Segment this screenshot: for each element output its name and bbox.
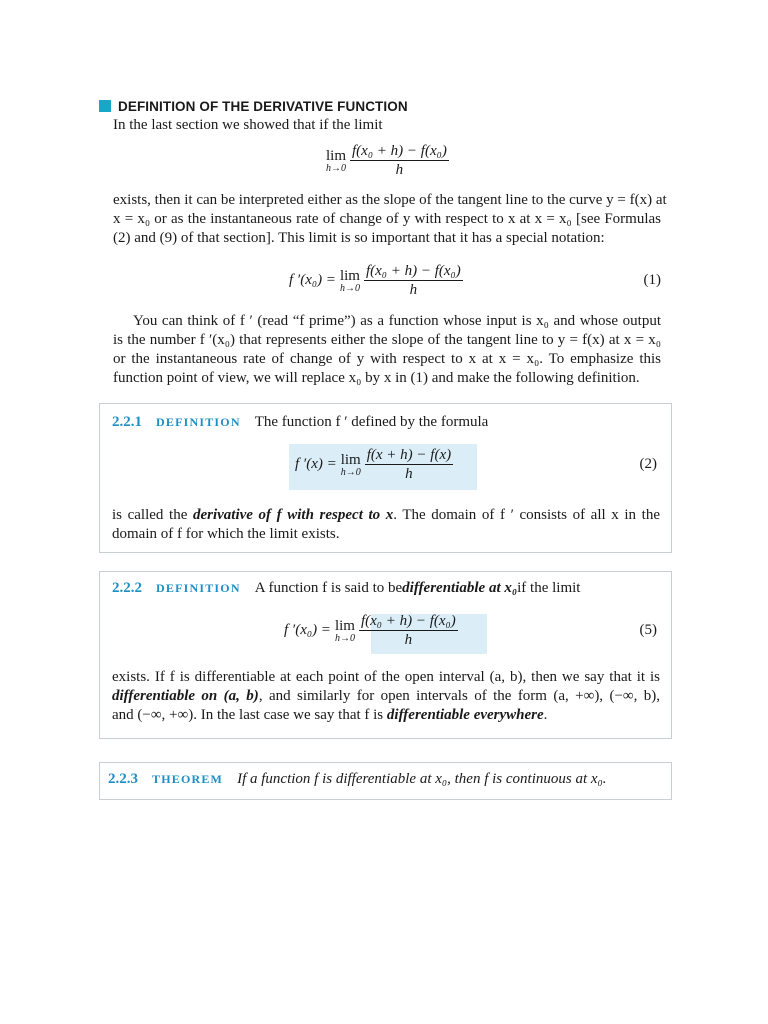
definition-header <box>112 414 488 431</box>
equation-number: (5) <box>639 622 657 638</box>
difference-quotient: $\frac{\text{f(x₀ + h) − f(x₀)}}{h}$ <box>352 143 447 178</box>
section-title: DEFINITION OF THE DERIVATIVE FUNCTION <box>118 98 408 114</box>
definition-number: 2.2.1 <box>112 414 142 430</box>
theorem-box-2-2-3 <box>99 762 672 800</box>
intro-line: In the last section we showed that if the limit <box>113 117 383 133</box>
section-heading <box>99 97 408 115</box>
definition-body: exists. If f is differentiable at each point of the open interval (a, b), then we say that it is differentiable on (a, b), and similarly for open intervals of the form (a, +∞), (−∞, b), and (−∞, +∞). In the last case we say that f is differentiable everywhere. <box>112 669 660 723</box>
definition-kind: DEFINITION <box>156 581 241 595</box>
paragraph-1: exists, then it can be interpreted either as the slope of the tangent line to the curve y = f(x) at x = x₀ or as the instantaneous rate of change of y with respect to x at x = x₀ [see Formulas (2) and (9) of that section]. This limit is so important that it has a special notation: <box>113 192 667 246</box>
theorem-kind: THEOREM <box>152 772 224 786</box>
defined-term: differentiable at x₀ <box>402 580 518 596</box>
limit-operator: lim h→0 <box>340 451 361 478</box>
definition-lead: The function f ′ defined by the formula <box>254 414 489 430</box>
formula-limit-quotient <box>322 142 449 179</box>
difference-quotient: $\frac{f(x + h) - f(x)}{h}$ <box>366 447 452 482</box>
definition-number: 2.2.2 <box>112 580 142 596</box>
limit-operator: lim h→0 <box>326 147 347 174</box>
section-marker-square <box>99 100 111 112</box>
defined-term: differentiable everywhere <box>386 707 544 723</box>
formula-5: f ′(x₀) = lim h→0 $\frac{\text{f(x₀ + h) − f(x₀)}}{h}$ (5) <box>284 613 657 648</box>
equation-number: (1) <box>643 272 661 288</box>
definition-box-2-2-1 <box>99 403 672 553</box>
difference-quotient: $\frac{\text{f(x₀ + h) − f(x₀)}}{h}$ <box>360 613 456 648</box>
definition-kind: DEFINITION <box>156 415 241 429</box>
defined-term: differentiable on (a, b) <box>112 688 259 704</box>
formula-2: f ′(x) = lim h→0 $\frac{f(x + h) - f(x)}{h}$ (2) <box>295 447 657 482</box>
definition-box-2-2-2 <box>99 571 672 739</box>
formula-1: f ′(x₀) = lim h→0 $\frac{\text{f(x₀ + h) − f(x₀)}}{h}$ (1) <box>289 263 661 298</box>
theorem-number: 2.2.3 <box>108 771 138 787</box>
limit-operator: lim h→0 <box>339 267 360 294</box>
intro-paragraph <box>113 116 661 135</box>
definition-body: is called the derivative of f with respect to x. The domain of f ′ consists of all x in the domain of f for which the limit exists. <box>112 507 660 542</box>
definition-header: 2.2.2 DEFINITION A function f is said to be differentiable at x₀ if the limit <box>112 580 581 596</box>
theorem-header <box>108 771 607 788</box>
theorem-statement: If a function f is differentiable at x₀, then f is continuous at x₀. <box>237 771 607 787</box>
limit-operator: lim h→0 <box>334 617 355 644</box>
difference-quotient: $\frac{\text{f(x₀ + h) − f(x₀)}}{h}$ <box>365 263 461 298</box>
equation-number: (2) <box>639 456 657 472</box>
paragraph-2: You can think of f ′ (read “f prime”) as a function whose input is x₀ and whose output is the number f ′(x₀) that represents either the slope of the tangent line to y = f(x) at x = x₀ or the instantaneous rate of change of y with respect to x at x = x₀. To emphasize this function point of view, we will replace x₀ by x in (1) and make the following definition. <box>113 313 661 386</box>
defined-term: derivative of f with respect to x <box>192 507 394 523</box>
